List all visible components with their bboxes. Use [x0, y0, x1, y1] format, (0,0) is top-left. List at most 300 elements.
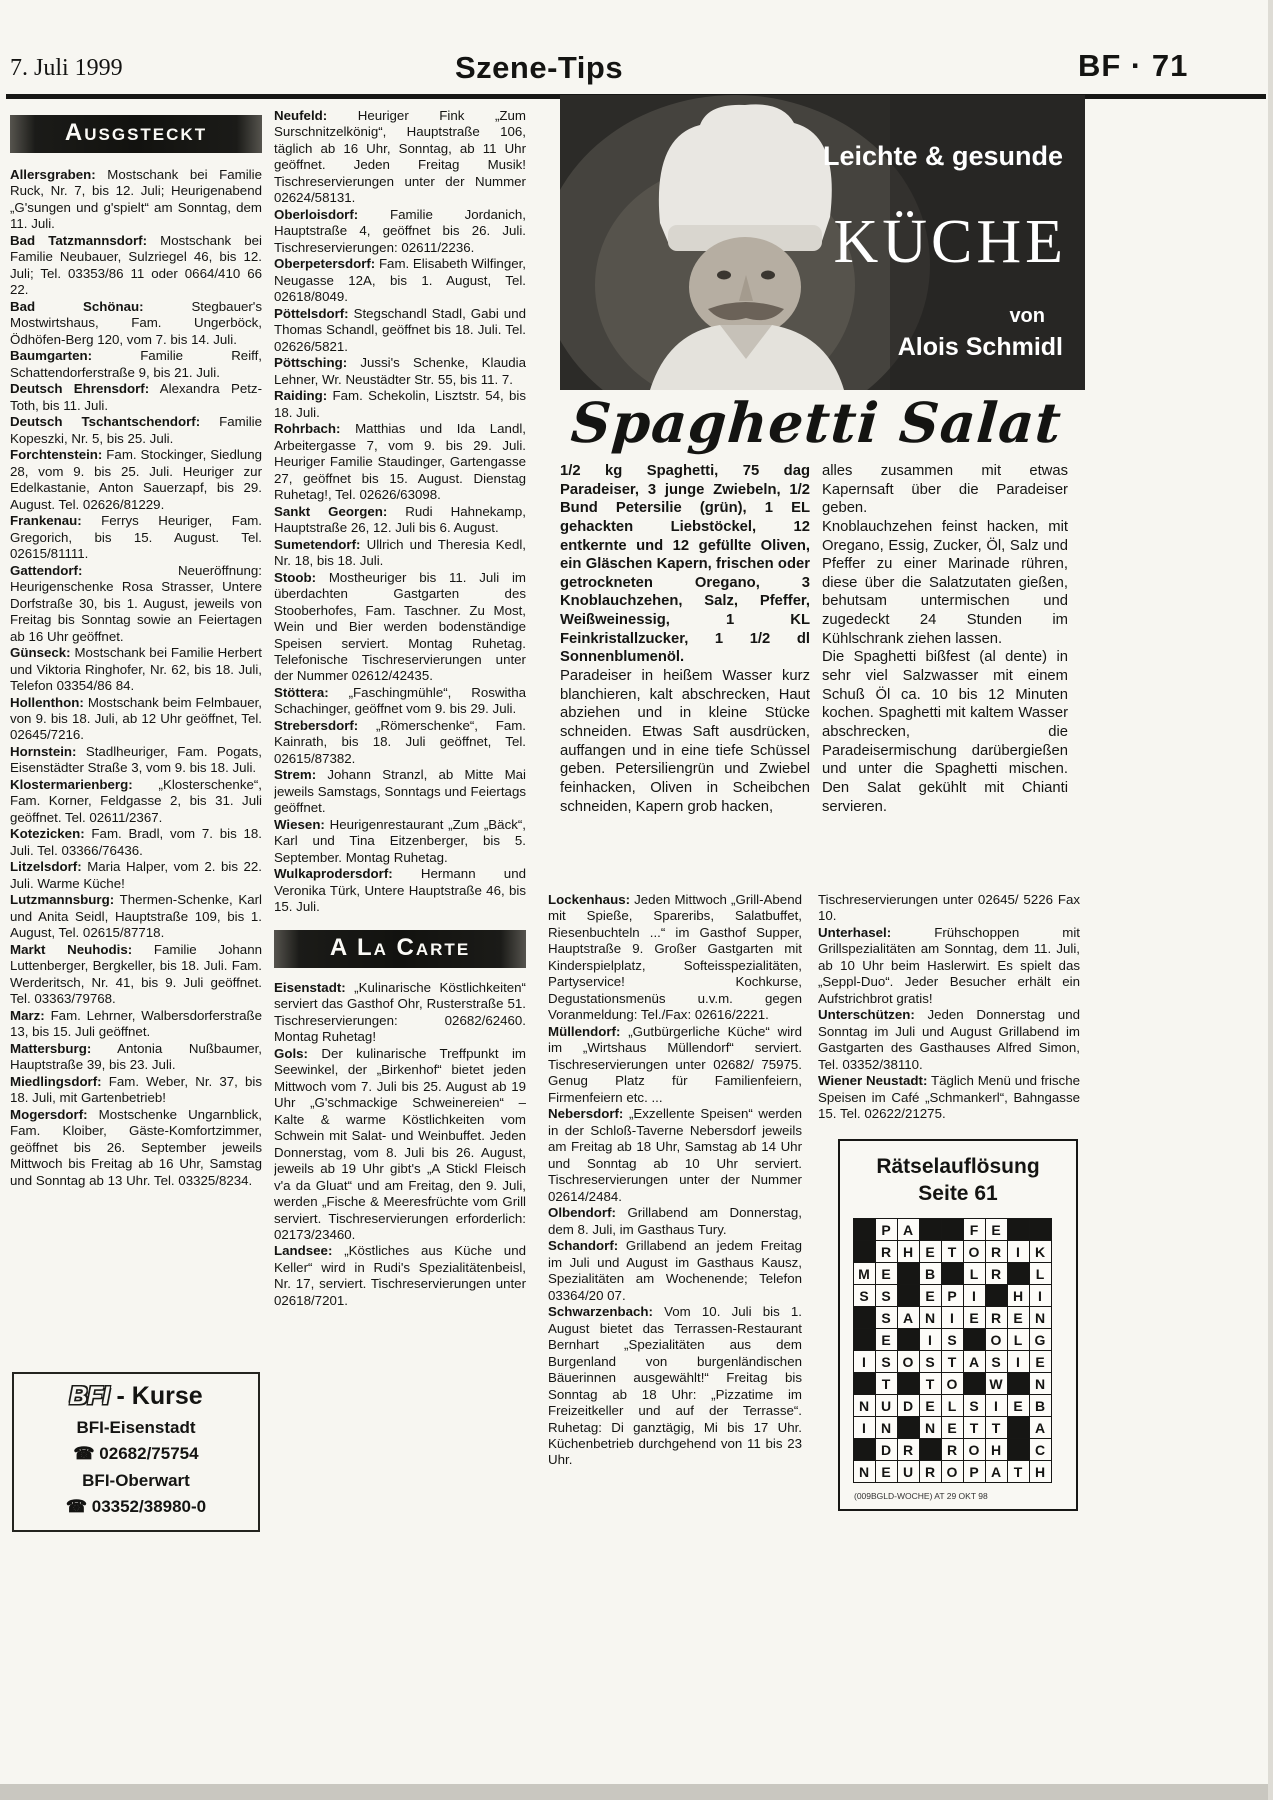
crossword-letter-cell: T [963, 1416, 986, 1439]
crossword-black-cell [897, 1416, 920, 1439]
crossword-letter-cell: D [897, 1394, 920, 1417]
feature-author: Alois Schmidl [897, 333, 1063, 361]
feature-tagline: Leichte & gesunde [822, 141, 1063, 171]
page-date: 7. Juli 1999 [10, 55, 123, 81]
crossword-letter-cell: K [1029, 1240, 1052, 1263]
listing-entry [10, 1107, 262, 1189]
crossword-row [854, 1219, 1063, 1241]
crossword-letter-cell: I [985, 1394, 1008, 1417]
listing-text: Neueröffnung: Heurigenschenke Rosa Strasser, Untere Dorfstraße 30, bis 1. August, jeweils von Freitag bis Sonntag sowie an Feiertagen ab 16 Uhr geöffnet. [10, 562, 262, 644]
listing-text: Fam. Elisabeth Wilfinger, Neugasse 12A, bis 1. August, Tel. 02618/8049. [274, 256, 526, 305]
listing-entry [10, 414, 262, 447]
listing-text: Mostschank bei Familie Herbert und Viktoria Ringhofer, Nr. 62, bis 18. Juli, Telefon 03354/86 84. [10, 645, 262, 694]
recipe-column-1 [560, 462, 810, 886]
listing-place: Gattendorf: [10, 562, 83, 578]
listing-place: Hornstein: [10, 743, 77, 759]
puzzle-solution-box [838, 1139, 1078, 1512]
listing-text: Fam. Stockinger, Siedlung 28, vom 9. bis 25. Juli. Heuriger zur Edelkastanie, Anton Sauerzapf, bis 29. August. Tel. 02626/81229. [10, 447, 262, 512]
crossword-black-cell [853, 1218, 876, 1241]
listing-text: Mostschank bei Familie Neubauer, Sulzriegel 46, bis 12. Juli; Tel. 03353/86 11 oder 0664/410 66 22. [10, 232, 262, 298]
crossword-letter-cell: I [1007, 1240, 1030, 1263]
listing-place: Mattersburg: [10, 1040, 92, 1056]
crossword-letter-cell: R [985, 1240, 1008, 1263]
listing-place: Unterschützen: [818, 1007, 915, 1023]
crossword-letter-cell: E [1029, 1350, 1052, 1373]
crossword-letter-cell: E [919, 1394, 942, 1417]
crossword-black-cell [1007, 1262, 1030, 1285]
crossword-letter-cell: O [941, 1460, 964, 1483]
crossword-black-cell [853, 1438, 876, 1461]
crossword-letter-cell: T [985, 1416, 1008, 1439]
listing-entry [818, 925, 1080, 1007]
listing-entry [10, 1074, 262, 1107]
listing-place: Nebersdorf: [548, 1106, 624, 1122]
crossword-black-cell [1007, 1218, 1030, 1241]
listing-entry [274, 1243, 526, 1309]
crossword-letter-cell: H [1029, 1460, 1052, 1483]
crossword-letter-cell: T [941, 1240, 964, 1263]
crossword-letter-cell: I [853, 1416, 876, 1439]
listing-text: Rudi Hahnekamp, Hauptstraße 26, 12. Juli bis 6. August. [274, 503, 526, 536]
crossword-letter-cell: O [985, 1328, 1008, 1351]
crossword-letter-cell: N [853, 1394, 876, 1417]
crossword-black-cell [941, 1218, 964, 1241]
crossword-letter-cell: O [897, 1350, 920, 1373]
listing-entry [548, 1106, 802, 1205]
listing-entry [274, 108, 526, 207]
listing-place: Deutsch Ehrensdorf: [10, 381, 150, 397]
heurigen-list [274, 108, 526, 916]
crossword-black-cell [985, 1284, 1008, 1307]
crossword-black-cell [919, 1438, 942, 1461]
crossword-letter-cell: L [963, 1262, 986, 1285]
crossword-letter-cell: P [941, 1284, 964, 1307]
crossword-row [854, 1263, 1063, 1285]
puzzle-title: Rätselauflösung [876, 1154, 1040, 1178]
crossword-letter-cell: S [941, 1328, 964, 1351]
crossword-letter-cell: H [985, 1438, 1008, 1461]
listing-text: Jeden Mittwoch „Grill-Abend mit Spieße, Spareribs, Salatbuffet, Riesenbuchteln ...“ im Gasthof Supper, Hauptstraße 9. Großer Gastgarten mit Kinderspielplatz, Softeisspezialitäten, Partyservice! Kochkurse, Degustationsmenüs u.v.m. gegen Voranmeldung: Tel./Fax: 02616/2221. [548, 892, 802, 1023]
crossword-letter-cell: R [919, 1460, 942, 1483]
crossword-letter-cell: I [919, 1328, 942, 1351]
crossword-letter-cell: S [853, 1284, 876, 1307]
listing-text: Familie Johann Luttenberger, Bergkeller, bis 18. Juli. Fam. Werderitsch, Nr. 41, bis 9. Juli geöffnet. Tel. 03363/79768. [10, 941, 262, 1007]
crossword-black-cell [853, 1328, 876, 1351]
listing-text: Alexandra Petz-Toth, bis 11. Juli. [10, 381, 262, 413]
listing-place: Klostermarienberg: [10, 776, 133, 792]
listing-entry [10, 381, 262, 414]
bfi-phone: ☎ 02682/75754 [73, 1444, 199, 1464]
crossword-letter-cell: M [853, 1262, 876, 1285]
crossword-black-cell [1029, 1218, 1052, 1241]
listing-place: Lockenhaus: [548, 892, 631, 907]
listing-place: Günseck: [10, 645, 71, 661]
crossword-letter-cell: L [1007, 1328, 1030, 1351]
crossword-letter-cell: E [875, 1262, 898, 1285]
crossword-letter-cell: A [897, 1306, 920, 1329]
listing-entry [818, 1007, 1080, 1073]
crossword-letter-cell: S [985, 1350, 1008, 1373]
listing-place: Pöttsching: [274, 355, 348, 371]
crossword-letter-cell: P [963, 1460, 986, 1483]
crossword-letter-cell: P [875, 1218, 898, 1241]
listing-place: Markt Neuhodis: [10, 941, 133, 957]
listing-entry [548, 892, 802, 1024]
listing-text: Grillabend an jedem Freitag im Juli und August im Gasthaus Kausz, Spezialitäten am Wochenende; Telefon 03364/20 07. [548, 1238, 802, 1303]
crossword-black-cell [853, 1372, 876, 1395]
crossword-row [854, 1351, 1063, 1373]
listing-entry [10, 447, 262, 513]
crossword-row [854, 1285, 1063, 1307]
crossword-letter-cell: E [875, 1460, 898, 1483]
listing-place: Bad Schönau: [10, 298, 144, 314]
crossword-letter-cell: R [941, 1438, 964, 1461]
crossword-letter-cell: E [985, 1218, 1008, 1241]
listing-place: Schwarzenbach: [548, 1304, 653, 1320]
listing-text: Frühschoppen mit Grillspezialitäten am Sonntag, dem 11. Juli, ab 10 Uhr beim Haslerwirt. Es spielt das „Seppl-Duo“. Jeder Besucher erhält ein Aufstrichbrot gratis! [818, 924, 1080, 1006]
listing-place: Unterhasel: [818, 924, 892, 940]
listing-entry [274, 866, 526, 915]
listing-entry [274, 718, 526, 767]
crossword-black-cell [853, 1306, 876, 1329]
listing-place: Olbendorf: [548, 1205, 616, 1221]
crossword-letter-cell: S [963, 1394, 986, 1417]
crossword-row [854, 1395, 1063, 1417]
page-edge-bottom [0, 1784, 1273, 1800]
page-number: BF · 71 [1078, 48, 1189, 83]
chef-photo-block [560, 95, 1085, 390]
listing-text: Stegschandl Stadl, Gabi und Thomas Schandl, geöffnet bis 18. Juli. Tel. 02626/5821. [274, 305, 526, 354]
recipe-ingredients: 1/2 kg Spaghetti, 75 dag Paradeiser, 3 junge Zwiebeln, 1/2 Bund Petersilie (grün), 1 EL gehackten Liebstöckel, 12 entkernte und 12 gefüllte Oliven, ein Gläschen Kapern, frischen oder getrockneten Oregano, 3 Knoblauchzehen, Salz, Pfeffer, Weißweinessig, 1 KL Feinkristallzucker, 1 1/2 dl Sonnenblumenöl. [560, 463, 810, 666]
listing-text: Heuriger Fink „Zum Surschnitzelkönig“, Hauptstraße 106, täglich ab 16 Uhr, Sonntag, ab 11 Uhr geöffnet. Jeden Freitag Musik! Tischreservierungen unter der Nummer 02624/58131. [274, 108, 526, 206]
listing-place: Rohrbach: [274, 421, 341, 437]
listing-place: Miedlingsdorf: [10, 1073, 102, 1089]
listing-text: Täglich Menü und frische Speisen im Café „Schmankerl“, Bahngasse 15. Tel. 02622/21275. [818, 1073, 1080, 1122]
crossword-letter-cell: R [897, 1438, 920, 1461]
listing-text: „Köstliches aus Küche und Keller“ wird in Rudi's Spezialitätenbeisl, Nr. 17, serviert. Tischreservierungen unter 02618/7201. [274, 1243, 526, 1308]
listing-place: Baumgarten: [10, 348, 93, 364]
crossword-black-cell [853, 1240, 876, 1263]
listing-text: Fam. Lehrner, Walbersdorferstraße 13, bis 15. Juli geöffnet. [10, 1007, 262, 1040]
listing-entry [10, 942, 262, 1008]
crossword-letter-cell: O [941, 1372, 964, 1395]
crossword-letter-cell: R [875, 1240, 898, 1263]
crossword-letter-cell: O [963, 1240, 986, 1263]
crossword-letter-cell: E [941, 1416, 964, 1439]
listing-place: Oberloisdorf: [274, 206, 359, 222]
listing-place: Hollenthon: [10, 694, 84, 710]
listing-entry [274, 504, 526, 537]
crossword-letter-cell: I [941, 1306, 964, 1329]
listing-place: Frankenau: [10, 513, 82, 529]
listing-entry [10, 744, 262, 777]
section-header-ausgsteckt: Ausgsteckt [10, 115, 262, 153]
listing-place: Sankt Georgen: [274, 503, 388, 519]
listing-continuation: Tischreservierungen unter 02645/ 5226 Fax 10. [818, 892, 1080, 924]
listing-text: Hermann und Veronika Türk, Untere Hauptstraße 46, bis 15. Juli. [274, 866, 526, 915]
listing-text: Maria Halper, vom 2. bis 22. Juli. Warme Küche! [10, 859, 262, 891]
listing-entry [818, 1073, 1080, 1122]
listing-entry [274, 570, 526, 685]
listing-place: Raiding: [274, 388, 328, 404]
crossword-row [854, 1241, 1063, 1263]
crossword-letter-cell: S [875, 1350, 898, 1373]
listing-text: „Kulinarische Köstlichkeiten“ serviert das Gasthof Ohr, Rusterstraße 51. Tischreservierungen: 02682/62460. Montag Ruhetag! [274, 979, 526, 1045]
bfi-kurse-box [12, 1372, 260, 1532]
crossword-black-cell [919, 1218, 942, 1241]
crossword-letter-cell: O [963, 1438, 986, 1461]
listing-entry [274, 1046, 526, 1244]
crossword-letter-cell: T [941, 1350, 964, 1373]
crossword-row [854, 1417, 1063, 1439]
listing-entry [10, 513, 262, 562]
crossword-letter-cell: E [1007, 1394, 1030, 1417]
puzzle-caption: (009BGLD-WOCHE) AT 29 OKT 98 [854, 1491, 988, 1502]
crossword-letter-cell: I [1029, 1284, 1052, 1307]
crossword-letter-cell: R [985, 1306, 1008, 1329]
listing-place: Müllendorf: [548, 1023, 621, 1039]
listing-text: Antonia Nußbaumer, Hauptstraße 39, bis 23. Juli. [10, 1040, 262, 1073]
listing-place: Deutsch Tschantschendorf: [10, 414, 201, 430]
crossword-letter-cell: U [897, 1460, 920, 1483]
listing-text: „Faschingmühle“, Roswitha Schachinger, geöffnet vom 9. bis 29. Juli. [274, 684, 526, 717]
listing-text: Mostschank beim Felmbauer, von 9. bis 18. Juli, ab 12 Uhr geöffnet, Tel. 02645/7216. [10, 694, 262, 743]
crossword-letter-cell: B [919, 1262, 942, 1285]
listing-entry [10, 1008, 262, 1041]
crossword-black-cell [1007, 1372, 1030, 1395]
listing-entry [274, 421, 526, 503]
crossword-letter-cell: I [1007, 1350, 1030, 1373]
crossword-row [854, 1373, 1063, 1395]
listing-text: Vom 10. Juli bis 1. August bietet das Terrassen-Restaurant Bernhart „Spezialitäten aus dem Burgenland von burgenländischen Bäuerinnen ausgewählt!“ Freitag bis Sonntag ab 18 Uhr: „Pizzatime im Freizeitkeller und auf der Terrasse“. Ruhetag: Di ganztägig, Mi bis 17 Uhr. Küchenbetrieb durchgehend von 11 bis 23 Uhr. [548, 1304, 802, 1468]
listing-text: Der kulinarische Treffpunkt im Seewinkel, der „Birkenhof“ bietet jeden Mittwoch vom 7. Juli bis 25. August ab 19 Uhr „G'schmackige Schweinereien“ – Kalte & warme Köstlichkeiten vom Schwein mit Salat- und Weinbuffet. Jeden Donnerstag, vom 8. Juli bis 26. August, jeweils ab 19 Uhr gibt's „A Stickl Fleisch v'a da Gluat“ und am Freitag, den 9. Juli, werden „Fische & Meeresfrüchte vom Grill serviert. Tischreservierungen erforderlich: 02173/23460. [274, 1045, 526, 1242]
crossword-letter-cell: U [875, 1394, 898, 1417]
bottom-right-list [818, 925, 1080, 1123]
crossword-black-cell [897, 1372, 920, 1395]
crossword-letter-cell: N [1029, 1306, 1052, 1329]
crossword-letter-cell: N [919, 1306, 942, 1329]
listing-entry [274, 388, 526, 421]
listing-entry [548, 1238, 802, 1304]
bfi-title-rest: - Kurse [109, 1382, 203, 1410]
listing-place: Wulkaprodersdorf: [274, 866, 393, 882]
listing-text: Ullrich und Theresia Kedl, Nr. 18, bis 18. Juli. [274, 536, 526, 569]
crossword-letter-cell: A [985, 1460, 1008, 1483]
listing-entry [274, 207, 526, 256]
crossword-letter-cell: E [1007, 1306, 1030, 1329]
crossword-row [854, 1329, 1063, 1351]
crossword-letter-cell: A [897, 1218, 920, 1241]
bfi-logo: BFI [69, 1382, 110, 1410]
page-edge-right [1268, 0, 1273, 1800]
crossword-letter-cell: E [963, 1306, 986, 1329]
puzzle-subtitle: Seite 61 [918, 1182, 998, 1206]
column-2 [274, 108, 526, 1748]
listing-place: Allersgraben: [10, 167, 96, 182]
listing-text: „Klosterschenke“, Fam. Korner, Feldgasse 2, bis 31. Juli geöffnet. Tel. 02611/2367. [10, 776, 262, 825]
listing-entry [548, 1024, 802, 1106]
listing-entry [10, 892, 262, 941]
listing-entry [10, 645, 262, 694]
listing-text: „Exzellente Speisen“ werden in der Schloß-Taverne Nebersdorf jeweils am Freitag ab 18 Uhr, Samstag ab 14 Uhr und Sonntag ab 10 Uhr serviert. Tischreservierungen unter der Nummer 02614/2484. [548, 1106, 802, 1204]
recipe-method: Knoblauchzehen feinst hacken, mit Oregano, Essig, Zucker, Öl, Salz und Pfeffer zu einer Marinade rühren, diese über die Salatzutaten gießen, behutsam untermischen und zugedeckt 24 Stunden im Kühlschrank ziehen lassen. [822, 518, 1068, 647]
listing-text: Familie Jordanich, Hauptstraße 4, geöffnet bis 26. Juli. Tischreservierungen: 02611/2236. [274, 206, 526, 255]
listing-text: Jeden Donnerstag und Sonntag im Juli und August Grillabend im Gastgarten des Gasthauses Alfred Simon, Tel. 03352/38110. [818, 1007, 1080, 1072]
crossword-solution-grid [854, 1219, 1063, 1483]
listing-text: Familie Reiff, Schattendorferstraße 9, bis 21. Juli. [10, 348, 262, 380]
listing-entry [10, 167, 262, 233]
listing-place: Stöttera: [274, 684, 329, 700]
listing-entry [10, 233, 262, 299]
crossword-row [854, 1439, 1063, 1461]
crossword-letter-cell: N [919, 1416, 942, 1439]
section-header-a-la-carte: A La Carte [274, 930, 526, 968]
page-title: Szene-Tips [455, 50, 624, 85]
listing-place: Lutzmannsburg: [10, 892, 115, 908]
crossword-letter-cell: H [897, 1240, 920, 1263]
crossword-letter-cell: T [875, 1372, 898, 1395]
listing-text: „Römerschenke“, Fam. Kainrath, bis 18. Juli geöffnet, Tel. 02615/87382. [274, 717, 526, 766]
recipe-method: Die Spaghetti bißfest (al dente) in sehr viel Salzwasser mit einem Schuß Öl ca. 10 bis 12 Minuten kochen. Spaghetti mit kaltem Wasser abschrecken, die Paradeisermischung darübergießen und unter die Spaghetti mischen. Den Salat gekühlt mit Chianti servieren. [822, 649, 1068, 815]
listing-place: Kotezicken: [10, 826, 85, 842]
crossword-letter-cell: I [853, 1350, 876, 1373]
listing-text: Stadlheuriger, Fam. Pogats, Eisenstädter Straße 3, vom 9. bis 18. Juli. [10, 743, 262, 776]
listing-entry [10, 777, 262, 826]
crossword-row [854, 1461, 1063, 1483]
bfi-location: BFI-Eisenstadt [76, 1418, 196, 1437]
crossword-letter-cell: B [1029, 1394, 1052, 1417]
recipe-method: alles zusammen mit etwas Kapernsaft über die Paradeiser geben. [822, 463, 1068, 517]
bfi-location: BFI-Oberwart [82, 1470, 190, 1490]
listing-text: Heurigenrestaurant „Zum „Bäck“, Karl und Tina Eitzenberger, bis 5. September. Montag Ruhetag. [274, 816, 526, 865]
crossword-letter-cell: T [1007, 1460, 1030, 1483]
listing-text: Stegbauer's Mostwirtshaus, Fam. Ungerböck, Ödhöfen-Berg 120, vom 7. bis 14. Juli. [10, 298, 262, 347]
listing-place: Eisenstadt: [274, 979, 346, 995]
crossword-letter-cell: D [875, 1438, 898, 1461]
listing-entry [274, 355, 526, 388]
listing-place: Marz: [10, 1007, 45, 1023]
crossword-black-cell [897, 1328, 920, 1351]
listing-place: Strem: [274, 767, 317, 783]
crossword-letter-cell: A [963, 1350, 986, 1373]
listing-entry [10, 1041, 262, 1074]
listing-text: Fam. Bradl, vom 7. bis 18. Juli. Tel. 03366/76436. [10, 826, 262, 858]
bfi-phone: ☎ 03352/38980-0 [65, 1497, 207, 1517]
crossword-letter-cell: S [919, 1350, 942, 1373]
crossword-black-cell [963, 1372, 986, 1395]
crossword-black-cell [897, 1284, 920, 1307]
crossword-letter-cell: N [1029, 1372, 1052, 1395]
feature-kueche: KÜCHE [833, 208, 1067, 276]
listing-place: Pöttelsdorf: [274, 305, 349, 321]
listing-entry [274, 767, 526, 816]
listing-place: Oberpetersdorf: [274, 256, 376, 272]
listing-entry [274, 537, 526, 570]
crossword-letter-cell: S [875, 1284, 898, 1307]
listing-entry [10, 348, 262, 381]
listing-text: Mostheuriger bis 11. Juli im überdachten Gastgarten des Stooberhofes, Fam. Taschner. Zu Most, Wein und Bier werden bodenständige Speisen serviert. Montag Ruhetag. Telefonische Tischreservierungen unter der Nummer 02612/42435. [274, 569, 526, 684]
crossword-letter-cell: E [875, 1328, 898, 1351]
crossword-letter-cell: H [1007, 1284, 1030, 1307]
listing-place: Neufeld: [274, 108, 328, 123]
listing-place: Bad Tatzmannsdorf: [10, 232, 148, 248]
crossword-letter-cell: C [1029, 1438, 1052, 1461]
listing-text: Jussi's Schenke, Klaudia Lehner, Wr. Neustädter Str. 55, bis 11. 7. [274, 355, 526, 387]
listing-entry [10, 299, 262, 348]
listing-text: Fam. Schekolin, Lisztstr. 54, bis 18. Juli. [274, 388, 526, 420]
listing-text: Fam. Weber, Nr. 37, bis 18. Juli, mit Gartenbetrieb! [10, 1073, 262, 1106]
crossword-letter-cell: L [941, 1394, 964, 1417]
crossword-black-cell [897, 1262, 920, 1285]
listing-place: Wiener Neustadt: [818, 1073, 928, 1089]
crossword-letter-cell: L [1029, 1262, 1052, 1285]
crossword-letter-cell: I [963, 1284, 986, 1307]
listing-text: Mostschank bei Familie Ruck, Nr. 7, bis 12. Juli; Heurigenabend „G'sungen und g'spielt“ am Sonntag, dem 11. Juli. [10, 167, 262, 232]
crossword-letter-cell: F [963, 1218, 986, 1241]
crossword-letter-cell: N [875, 1416, 898, 1439]
crossword-black-cell [1007, 1438, 1030, 1461]
crossword-black-cell [963, 1328, 986, 1351]
feature-von: von [1009, 305, 1045, 327]
listing-text: „Gutbürgerliche Küche“ wird im „Wirtshaus Müllendorf“ serviert. Tischreservierungen unter 02682/ 75975. Genug Platz für Familienfeiern, Firmenfeiern etc. ... [548, 1023, 802, 1105]
listing-place: Gols: [274, 1045, 308, 1061]
a-la-carte-list [274, 980, 526, 1310]
listing-entry [274, 306, 526, 355]
crossword-letter-cell: S [875, 1306, 898, 1329]
listing-place: Stoob: [274, 569, 317, 585]
crossword-letter-cell: E [919, 1240, 942, 1263]
crossword-letter-cell: N [853, 1460, 876, 1483]
listing-text: Ferrys Heuriger, Fam. Gregorich, bis 15. August. Tel. 02615/81111. [10, 513, 262, 562]
crossword-letter-cell: W [985, 1372, 1008, 1395]
listing-text: Matthias und Ida Landl, Arbeitergasse 7, vom 9. bis 29. Juli. Heuriger Familie Staudinger, Gartengasse 27, geöffnet bis 15. August. Dienstag Ruhetag!, Tel. 02626/63098. [274, 421, 526, 503]
listing-entry [274, 685, 526, 718]
ausgsteckt-list [10, 167, 262, 1365]
crossword-black-cell [941, 1262, 964, 1285]
listing-place: Forchtenstein: [10, 447, 103, 463]
bfi-kurse-title [20, 1382, 252, 1411]
listing-place: Litzelsdorf: [10, 859, 82, 875]
bottom-right-column [818, 892, 1080, 1511]
listing-entry [10, 695, 262, 744]
listing-place: Landsee: [274, 1243, 333, 1259]
listing-entry [548, 1304, 802, 1469]
crossword-row [854, 1307, 1063, 1329]
listing-text: Mostschenke Ungarnblick, Fam. Kloiber, Gäste-Komfortzimmer, geöffnet bis 26. September jeweils Mittwoch bis Freitag ab 16 Uhr, Samstag und Sonntag ab 13 Uhr. Tel. 03325/8234. [10, 1106, 262, 1188]
listing-text: Johann Stranzl, ab Mitte Mai jeweils Samstags, Sonntags und Feiertags geöffnet. [274, 767, 526, 816]
listing-place: Sumetendorf: [274, 536, 361, 552]
recipe-headline: Spaghetti Salat [569, 390, 1064, 455]
listing-text: Grillabend am Donnerstag, dem 8. Juli, im Gasthaus Tury. [548, 1205, 802, 1237]
recipe-method: Paradeiser in heißem Wasser kurz blanchieren, kalt abschrecken, Haut abziehen und in kleine Stücke schneiden. Etwas Saft ausdrücken, auffangen und in eine tiefe Schüssel geben. Petersiliengrün und Zwiebel feinhacken, Oliven in Scheibchen schneiden, Kapern grob hacken, [560, 668, 810, 815]
listing-text: Familie Kopeszki, Nr. 5, bis 25. Juli. [10, 414, 262, 446]
listing-entry [274, 817, 526, 866]
crossword-letter-cell: E [919, 1284, 942, 1307]
listing-place: Wiesen: [274, 816, 325, 832]
listing-text: Thermen-Schenke, Karl und Anita Seidl, Hauptstraße 109, bis 1. August, Tel. 02615/87718. [10, 892, 262, 941]
crossword-letter-cell: T [919, 1372, 942, 1395]
listing-entry [274, 980, 526, 1046]
listing-place: Mogersdorf: [10, 1106, 88, 1122]
listing-entry [10, 826, 262, 859]
listing-place: Schandorf: [548, 1238, 619, 1254]
crossword-black-cell [1007, 1416, 1030, 1439]
recipe-column-2 [822, 462, 1068, 886]
listing-entry [10, 563, 262, 645]
listing-entry [274, 256, 526, 305]
listing-entry [10, 859, 262, 892]
crossword-letter-cell: R [985, 1262, 1008, 1285]
